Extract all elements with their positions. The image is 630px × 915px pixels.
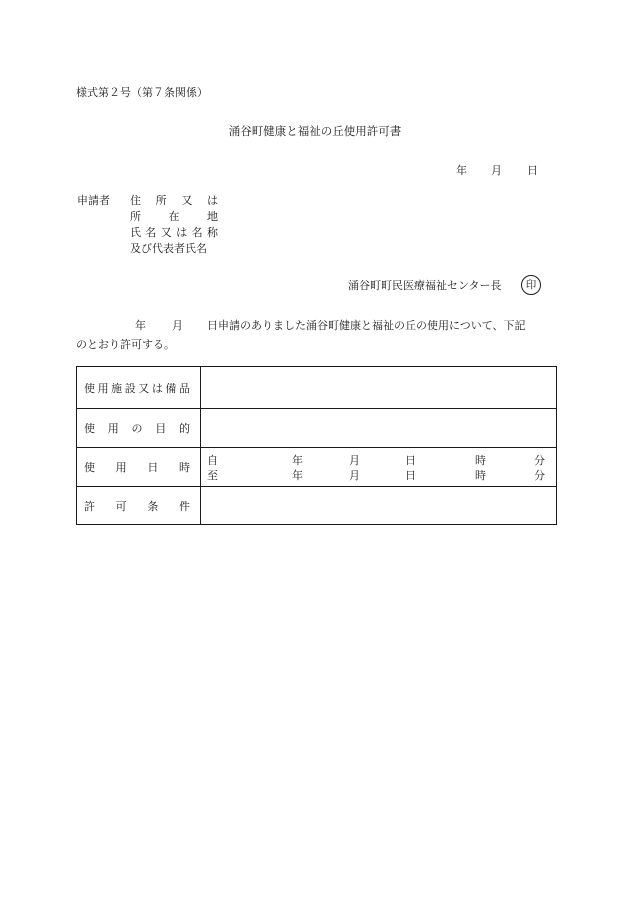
body-year: 年	[135, 319, 146, 332]
table-row	[77, 448, 557, 487]
form-number: 様式第２号（第７条関係）	[76, 86, 208, 99]
date-year-label: 年	[456, 164, 467, 177]
datetime-value-cell	[201, 448, 557, 487]
applicant-address-label: 住 所 又 は	[130, 194, 218, 207]
table-row	[77, 409, 557, 448]
applicant-location-label: 所 在 地	[130, 210, 218, 223]
facility-label: 使 用 施 設 又 は 備 品	[84, 381, 190, 395]
datetime-from-row: 自 年 月 日 時 分	[207, 454, 545, 467]
datetime-label: 使 用 日 時	[84, 461, 190, 474]
seal-icon: 印	[521, 275, 541, 295]
date-day-label: 日	[527, 164, 538, 177]
table-row	[77, 367, 557, 409]
body-text-line2: のとおり許可する。	[76, 338, 175, 351]
to-prefix: 至	[207, 469, 218, 482]
datetime-label-cell	[77, 448, 201, 487]
conditions-value-cell	[201, 487, 557, 525]
body-text-line1: 日申請のありました涌谷町健康と福祉の丘の使用について、下記	[207, 319, 526, 332]
permit-table	[76, 366, 557, 525]
from-prefix: 自	[207, 454, 218, 467]
conditions-label: 許 可 条 件	[84, 499, 190, 513]
datetime-to-row: 至 年 月 日 時 分	[207, 469, 545, 482]
facility-label-cell	[77, 367, 201, 409]
body-month: 月	[172, 319, 183, 332]
issuer-name: 涌谷町町民医療福祉センター長	[348, 279, 502, 292]
document-title: 涌谷町健康と福祉の丘使用許可書	[228, 124, 402, 138]
applicant-label: 申請者	[77, 194, 110, 207]
facility-value-cell	[201, 367, 557, 409]
date-month-label: 月	[491, 164, 502, 177]
purpose-label: 使 用 の 目 的	[84, 422, 190, 435]
table-row	[77, 487, 557, 525]
applicant-name-label: 氏 名 又 は 名 称	[130, 226, 218, 239]
purpose-label-cell	[77, 409, 201, 448]
conditions-label-cell	[77, 487, 201, 525]
applicant-representative-label: 及び代表者氏名	[130, 242, 207, 255]
purpose-value-cell	[201, 409, 557, 448]
